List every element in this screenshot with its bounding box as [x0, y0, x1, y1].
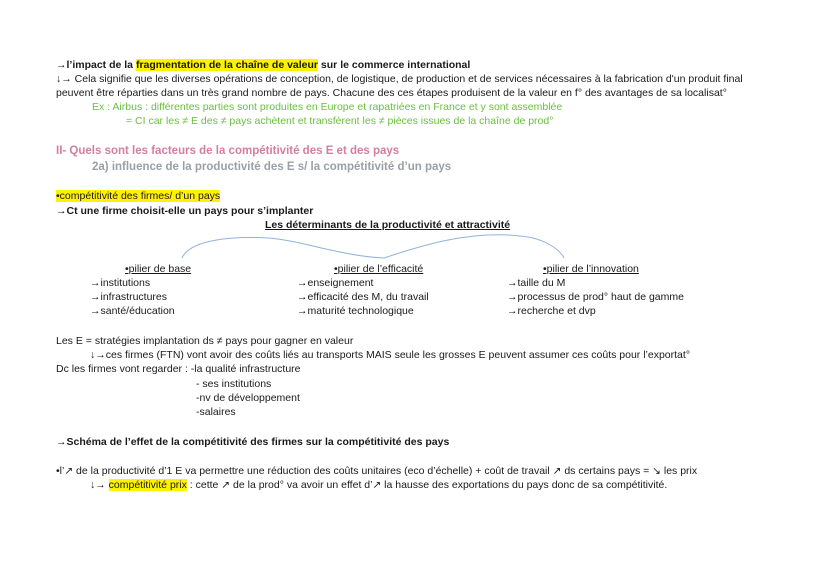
pillar-efficiency-item: →efficacité des M, du travail: [297, 291, 429, 303]
highlight-competitivite-prix: compétitivité prix: [108, 479, 187, 491]
pillar-base-title: •pilier de base: [125, 263, 192, 275]
highlight-fragmentation: fragmentation de la chaîne de valeur: [135, 59, 319, 71]
section5-line2: ↓→ compétitivité prix : cette ↗ de la prod° va avoir un effet d’↗ la hausse des exportations du pays donc de sa compétitivité.: [90, 479, 668, 491]
pillar-base-item: →infrastructures: [90, 291, 168, 303]
section5-heading: →Schéma de l’effet de la compétitivité des firmes sur la compétitivité des pays: [56, 436, 450, 448]
section1-line1: ↓→ Cela signifie que les diverses opérations de conception, de logistique, de production et de services nécessaires à la fabrication d'un produit final: [56, 73, 743, 85]
section4-line3: Dc les firmes vont regarder : -la qualité infrastructure: [56, 363, 301, 375]
pillar-efficiency-item: →maturité technologique: [297, 305, 414, 317]
section4-line2: ↓→ces firmes (FTN) vont avoir des coûts liés au transports MAIS seule les grosses E peuvent assumer ces coûts pour l’exportat°: [90, 349, 691, 361]
section4-list-item: -salaires: [196, 406, 236, 418]
section5-line1: •l’↗ de la productivité d’1 E va permettre une réduction des coûts unitaires (eco d’échelle) + coût de travail ↗ ds certains pays = ↘ les prix: [56, 465, 698, 477]
pillar-base-item: →santé/éducation: [90, 305, 175, 317]
pillar-innovation-item: →recherche et dvp: [507, 305, 596, 317]
section2-heading: II- Quels sont les facteurs de la compétitivité des E et des pays: [56, 145, 400, 157]
section3-question: →Ct une firme choisit-elle un pays pour s’implanter: [56, 205, 314, 217]
pillar-innovation-item: →processus de prod° haut de gamme: [507, 291, 684, 303]
section1-title: →l’impact de la fragmentation de la chaîne de valeur sur le commerce international: [56, 59, 471, 71]
pillar-innovation-item: →taille du M: [507, 277, 566, 289]
pillar-innovation-title: •pilier de l’innovation: [543, 263, 639, 275]
section1-example2: = CI car les ≠ E des ≠ pays achètent et transfèrent les ≠ pièces issues de la chaîne de prod°: [126, 115, 554, 127]
pillar-efficiency-item: →enseignement: [297, 277, 374, 289]
section4-list-item: - ses institutions: [196, 378, 272, 390]
section4-list-item: -nv de développement: [196, 392, 300, 404]
section4-line1: Les E = stratégies implantation ds ≠ pays pour gagner en valeur: [56, 335, 354, 347]
section3-title: •compétitivité des firmes/ d’un pays: [56, 190, 221, 202]
pillar-efficiency-title: •pilier de l’efficacité: [334, 263, 424, 275]
section1-example1: Ex : Airbus : différentes parties sont produites en Europe et rapatriées en France et y sont assemblée: [92, 101, 563, 113]
section2-subheading: 2a) influence de la productivité des E s/ la compétitivité d’un pays: [92, 161, 452, 173]
section1-line2: peuvent être réparties dans un très grand nombre de pays. Chacune des ces étapes produisent de la valeur en f° des avantages de sa localisat°: [56, 87, 727, 99]
diagram-title: Les déterminants de la productivité et attractivité: [265, 219, 511, 231]
pillar-base-item: →institutions: [90, 277, 151, 289]
